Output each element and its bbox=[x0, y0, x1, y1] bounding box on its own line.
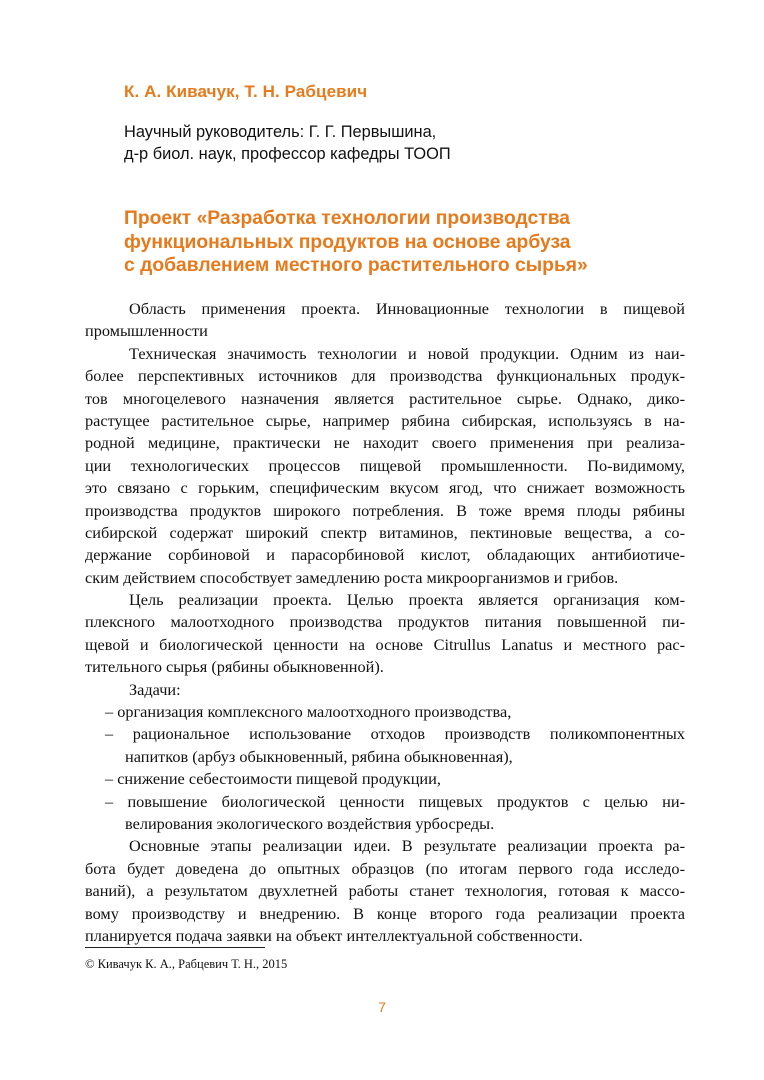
body-line: держание сорбиновой и парасорбиновой кислот, обладающих антибиотиче- bbox=[85, 545, 685, 565]
body-line: тительного сырья (рябины обыкновенной). bbox=[85, 657, 384, 677]
body-line: тов многоцелевого назначения является растительное сырье. Однако, дико- bbox=[85, 388, 685, 408]
body-line: Цель реализации проекта. Целью проекта является организация ком- bbox=[129, 590, 685, 610]
title-line: функциональных продуктов на основе арбуза bbox=[124, 231, 571, 253]
body-line: более перспективных источников для производства функциональных продук- bbox=[85, 366, 685, 386]
body-line: производства продуктов широкого потребления. В тоже время плоды рябины bbox=[85, 500, 685, 520]
body-line: плексного малоотходного производства продуктов питания повышенной пи- bbox=[85, 612, 685, 632]
supervisor-line: Научный руководитель: Г. Г. Первышина, bbox=[124, 123, 437, 141]
task-item: – рациональное использование отходов производств поликомпонентных bbox=[105, 724, 685, 744]
body-line: родной медицине, практически не находит своего применения при реализа- bbox=[85, 433, 685, 453]
tasks-heading: Задачи: bbox=[129, 679, 181, 699]
body-line: сибирской содержат широкий спектр витаминов, пектиновые вещества, а со- bbox=[85, 522, 685, 542]
article-body bbox=[85, 298, 685, 947]
article-title bbox=[124, 207, 684, 278]
body-line: бота будет доведена до опытных образцов (по итогам первого года исследо- bbox=[85, 858, 685, 878]
supervisor-credentials: д-р биол. наук, профессор кафедры ТООП bbox=[124, 145, 451, 163]
title-line: Проект «Разработка технологии производства bbox=[124, 208, 571, 229]
task-item: – снижение себестоимости пищевой продукции, bbox=[105, 769, 441, 789]
body-line: промышленности bbox=[85, 321, 208, 341]
footnote-divider bbox=[85, 947, 265, 948]
body-line: вому производству и внедрению. В конце второго года реализации проекта bbox=[85, 903, 685, 923]
task-item: – повышение биологической ценности пищевых продуктов с целью ни- bbox=[105, 791, 685, 811]
authors: К. А. Кивачук, Т. Н. Рабцевич bbox=[124, 82, 368, 101]
body-line: Область применения проекта. Инновационные технологии в пищевой bbox=[129, 299, 685, 318]
task-item: – организация комплексного малоотходного производства, bbox=[105, 702, 512, 722]
body-line: ции технологических процессов пищевой промышленности. По-видимому, bbox=[85, 455, 685, 475]
page-number: 7 bbox=[378, 999, 386, 1015]
body-line: щевой и биологической ценности на основе Citrullus Lanatus и местного рас- bbox=[85, 634, 685, 654]
body-line: Основные этапы реализации идеи. В результате реализации проекта ра- bbox=[129, 836, 685, 856]
task-item-continuation: напитков (арбуз обыкновенный, рябина обыкновенная), bbox=[125, 746, 513, 766]
body-line: это связано с горьким, специфическим вкусом ягод, что снижает возможность bbox=[85, 478, 685, 498]
body-line: Техническая значимость технологии и новой продукции. Одним из наи- bbox=[129, 343, 685, 363]
body-line: ваний), а результатом двухлетней работы станет технология, готовая к массо- bbox=[85, 881, 685, 901]
task-item-continuation: велирования экологического воздействия урбосреды. bbox=[125, 813, 495, 833]
copyright-footnote: © Кивачук К. А., Рабцевич Т. Н., 2015 bbox=[85, 957, 288, 971]
body-line: планируется подача заявки на объект интеллектуальной собственности. bbox=[85, 925, 583, 945]
body-line: ским действием способствует замедлению роста микроорганизмов и грибов. bbox=[85, 567, 619, 587]
body-line: растущее растительное сырье, например рябина сибирская, используясь в на- bbox=[85, 410, 685, 430]
supervisor-block bbox=[124, 121, 664, 165]
title-line: с добавлением местного растительного сырья» bbox=[124, 255, 588, 276]
